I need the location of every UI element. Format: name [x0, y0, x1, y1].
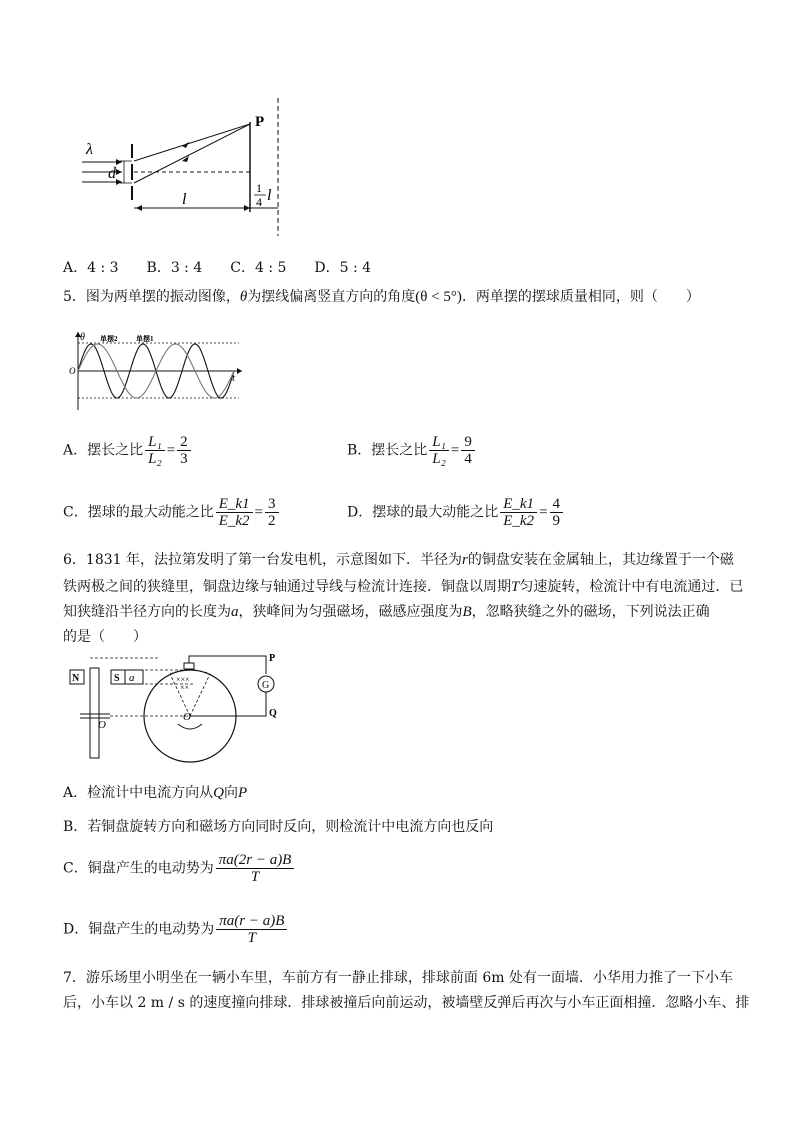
q7-stem-line2: 后，小车以 2 m / s 的速度撞向排球．排球被撞后向前运动，被墙壁反弹后再次与小车正面相撞．忽略小车、排	[63, 995, 750, 1011]
legend-pendulum-2: 单摆2	[100, 335, 118, 343]
pendulum-graph	[64, 330, 254, 412]
legend-pendulum-1: 单摆1	[136, 335, 154, 343]
lambda-label: λ	[86, 141, 93, 158]
a-label: a	[129, 672, 135, 684]
q7-stem-line1: 7．游乐场里小明坐在一辆小车里，车前方有一静止排球，排球前面 6m 处有一面墙．小华用力推了一下小车	[63, 970, 733, 986]
q6-stem-line1: 6．1831 年，法拉第发明了第一台发电机，示意图如下．半径为r的铜盘安装在金属轴上，其边缘置于一个磁	[63, 552, 734, 568]
double-slit-figure	[78, 94, 288, 239]
t-axis-label: t	[232, 372, 236, 384]
q5-option-C: C．摆球的最大动能之比 $\frac{E\_k1}{E\_k2}$ = $\frac{3}{2}$	[63, 496, 281, 529]
q6-stem-line4: 的是（ ）	[63, 629, 147, 645]
q5-option-A: A．摆长之比 $\frac{\text{L₁}}{\text{L₂}}$ = $\frac{2}{3}$	[63, 434, 193, 467]
faraday-disk-figure	[64, 650, 288, 768]
O-center-label: O	[183, 711, 191, 723]
q6-option-D: D．铜盘产生的电动势为 $\frac{\pi a(r - a)B}{T}$	[63, 913, 289, 946]
q6-stem-line3: 知狭缝沿半径方向的长度为a，狭峰间为匀强磁场，磁感应强度为B，忽略狭缝之外的磁场，下列说法正确	[63, 604, 710, 620]
S-label: S	[114, 673, 120, 684]
q5-stem: 5．图为两单摆的振动图像，θ为摆线偏离竖直方向的角度(θ < 5°)．两单摆的摆球质量相同，则（ ）	[63, 289, 700, 305]
q6-option-A: A．检流计中电流方向从Q向P	[63, 785, 248, 801]
field-marks: ×××	[176, 675, 190, 684]
q6-stem-line2: 铁两极之间的狭缝里，铜盘边缘与轴通过导线与检流计连接．铜盘以周期T匀速旋转，检流计中有电流通过．已	[63, 579, 744, 595]
disk-side-view	[90, 668, 99, 758]
quarter-num: 1	[256, 181, 262, 195]
wire-bottom	[190, 692, 266, 716]
q6-option-C: C．铜盘产生的电动势为 $\frac{\pi a(2r - a)B}{T}$	[63, 852, 296, 885]
ray-upper	[134, 124, 250, 161]
d-label: d	[108, 165, 116, 182]
Q-terminal-label: Q	[269, 708, 277, 719]
theta-axis-label: θ	[80, 332, 85, 343]
G-label: G	[262, 680, 270, 691]
O-side-label: O	[98, 719, 106, 731]
P-terminal-label: P	[269, 653, 276, 664]
q6-option-B: B．若铜盘旋转方向和磁场方向同时反向，则检流计中电流方向也反向	[63, 819, 494, 835]
brush-contact	[184, 663, 194, 669]
q5-option-B: B．摆长之比 $\frac{\text{L₁}}{\text{L₂}}$ = $\frac{9}{4}$	[347, 434, 477, 467]
q4-options: A．4 : 3 B．3 : 4 C．4 : 5 D．5 : 4	[63, 260, 372, 276]
point-P-label: P	[255, 114, 265, 130]
quarter-l: l	[267, 187, 272, 204]
l-label: l	[182, 191, 187, 208]
N-label: N	[72, 673, 80, 684]
svg-text:××: ××	[180, 683, 190, 692]
origin-label: O	[69, 366, 76, 376]
ray-lower	[134, 124, 250, 183]
quarter-den: 4	[256, 195, 262, 209]
q5-option-D: D．摆球的最大动能之比 $\frac{E\_k1}{E\_k2}$ = $\frac{4}{9}$	[347, 496, 565, 529]
